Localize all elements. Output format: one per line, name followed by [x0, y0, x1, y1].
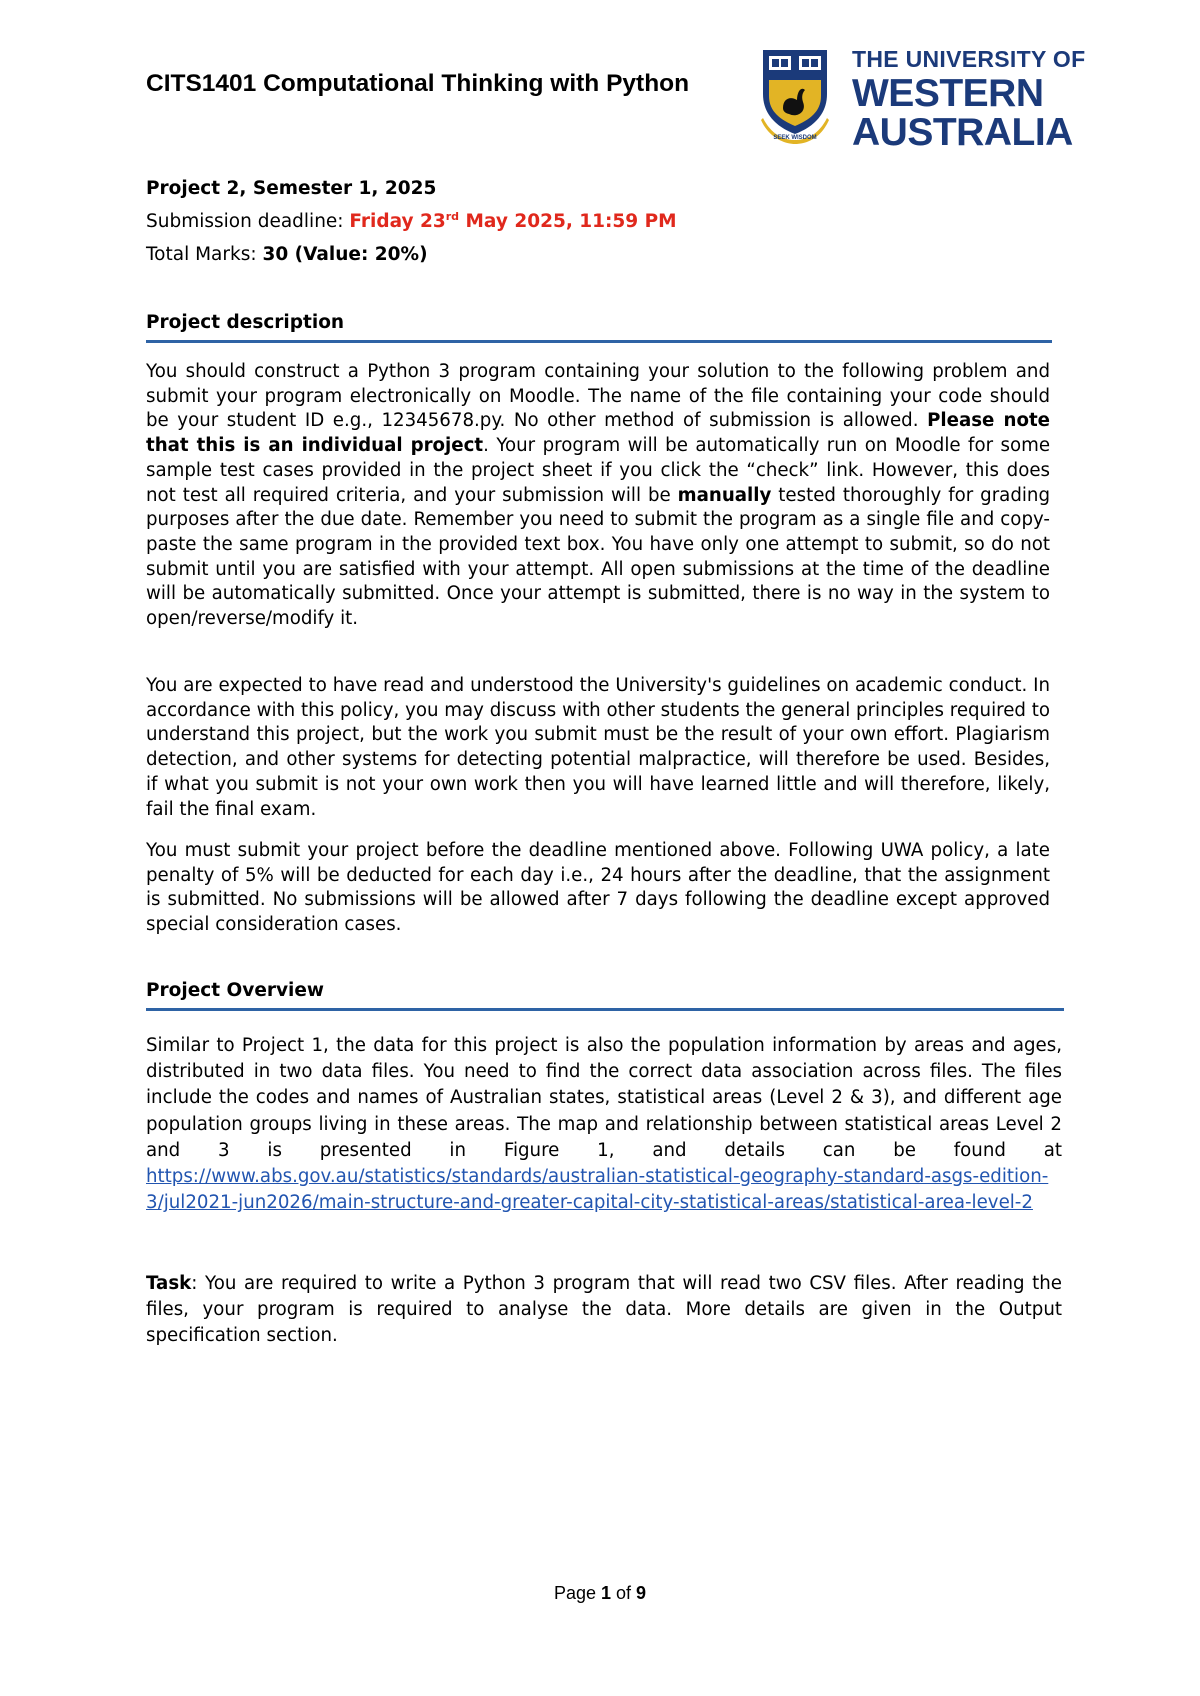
project-overview-heading: Project Overview: [146, 980, 325, 1001]
uwa-crest-icon: [757, 46, 847, 146]
task-paragraph: Task: You are required to write a Python 3 program that will read two CSV files. After reading the files, your program is required to analyse the data. More details are given in the Output specification section.: [146, 1273, 1062, 1347]
section-rule: [146, 340, 1052, 343]
course-title: CITS1401 Computational Thinking with Python: [146, 70, 690, 97]
uwa-wordmark: [852, 46, 1085, 152]
abs-statistics-link[interactable]: https://www.abs.gov.au/statistics/standards/australian-statistical-geography-standard-asgs-edition-3/jul2021-jun2026/main-structure-and-greater-capital-city-statistical-areas/statistical-area-level-2: [146, 1166, 1049, 1214]
motto-text: SEEK WISDOM: [773, 135, 817, 141]
submission-deadline: Submission deadline: Friday 23rd May 2025, 11:59 PM: [146, 209, 677, 232]
section-rule: [146, 1008, 1064, 1011]
uwa-logo: [757, 46, 1086, 154]
logo-line-1: THE UNIVERSITY OF: [852, 46, 1086, 72]
description-paragraph-3: You must submit your project before the deadline mentioned above. Following UWA policy, a late penalty of 5% will be deducted for each day i.e., 24 hours after the deadline, that the assignment is submitted. No submissions will be allowed after 7 days following the deadline except approved special consideration cases.: [146, 840, 1050, 936]
description-paragraph-2: You are expected to have read and understood the University's guidelines on academic conduct. In accordance with this policy, you may discuss with other students the general principles required to understand this project, but the work you submit must be the result of your own effort. Plagiarism detection, and other systems for detecting potential malpractice, will therefore be used. Besides, if what you submit is not your own work then you will have learned little and will therefore, likely, fail the final exam.: [146, 675, 1050, 820]
overview-paragraph: Similar to Project 1, the data for this project is also the population information by areas and ages, distributed in two data files. You need to find the correct data association across files. The files include the codes and names of Australian states, statistical areas (Level 2 & 3), and different age population groups living in these areas. The map and relationship between statistical areas Level 2 and 3 is presented in Figure 1, and details can be found at https://www.abs.gov.au/statistics/standards/australian-statistical-geography-standard-asgs-edition-3/jul2021-jun2026/main-structure-and-greater-capital-city-statistical-areas/statistical-area-level-2: [146, 1035, 1062, 1214]
total-marks: Total Marks: 30 (Value: 20%): [146, 244, 428, 265]
logo-line-2: WESTERN: [852, 72, 1044, 115]
project-title: Project 2, Semester 1, 2025: [146, 178, 437, 199]
description-paragraph-1: You should construct a Python 3 program containing your solution to the following problem and submit your program electronically on Moodle. The name of the file containing your code should be your student ID e.g., 12345678.py. No other method of submission is allowed. Please note that this is an individual project. Your program will be automatically run on Moodle for some sample test cases provided in the project sheet if you click the “check” link. However, this does not test all required criteria, and your submission will be manually tested thoroughly for grading purposes after the due date. Remember you need to submit the program as a single file and copy-paste the same program in the provided text box. You have only one attempt to submit, so do not submit until you are satisfied with your attempt. All open submissions at the time of the deadline will be automatically submitted. Once your attempt is submitted, there is no way in the system to open/reverse/modify it.: [146, 361, 1051, 630]
page-number: Page 1 of 9: [553, 1583, 647, 1603]
logo-line-3: AUSTRALIA: [852, 111, 1073, 154]
project-description-heading: Project description: [146, 312, 345, 333]
project-meta: [146, 172, 677, 271]
